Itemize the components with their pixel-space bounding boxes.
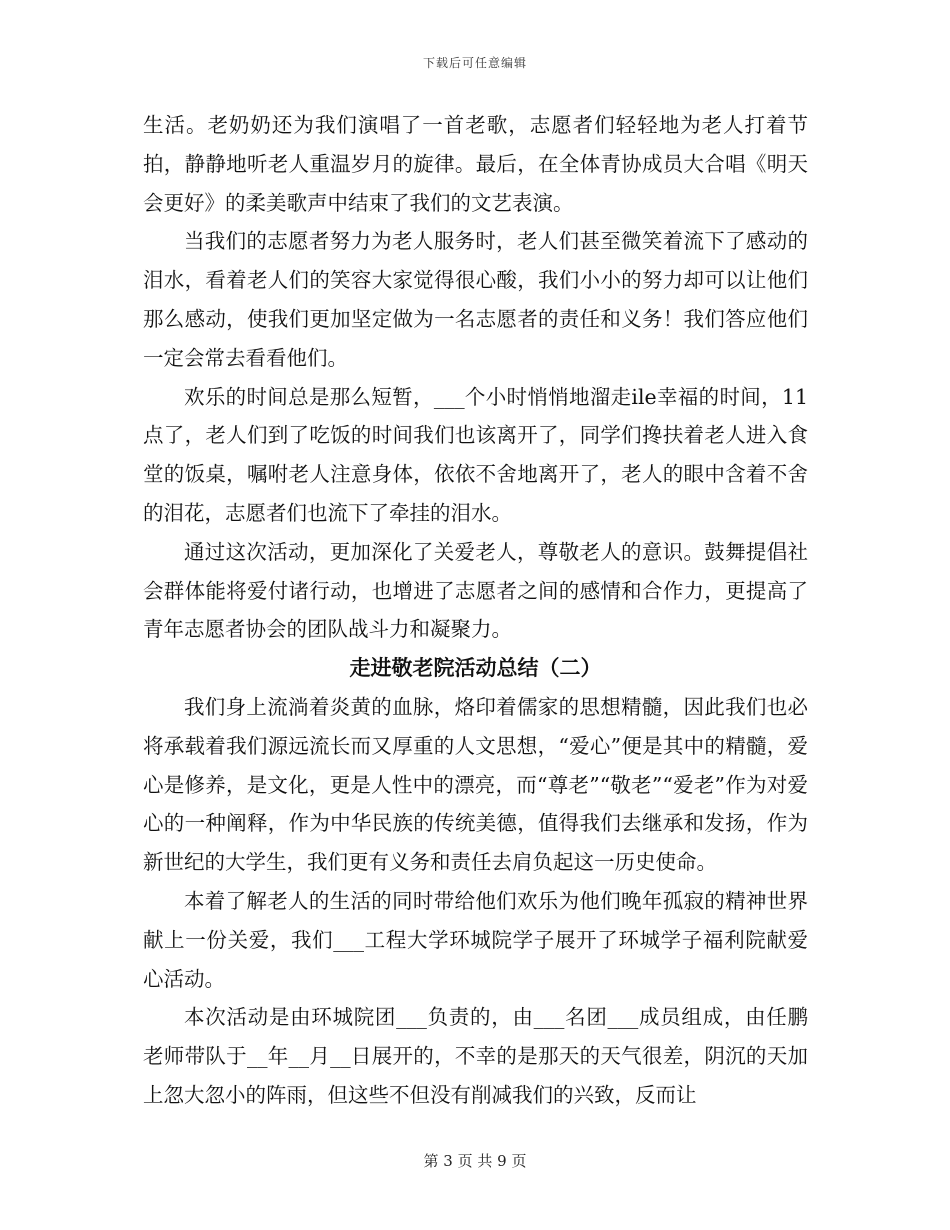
page-footer: 第 3 页 共 9 页 xyxy=(423,1152,527,1170)
paragraph: 当我们的志愿者努力为老人服务时，老人们甚至微笑着流下了感动的泪水，看着老人们的笑容大家觉得很心酸，我们小小的努力却可以让他们那么感动，使我们更加坚定做为一名志愿者的责任和义务！我们答应他们一定会常去看看他们。 xyxy=(143,229,808,370)
paragraph: 本次活动是由环城院团___负责的，由___名团___成员组成，由任鹏老师带队于__年__月__日展开的，不幸的是那天的天气很差，阴沉的天加上忽大忽小的阵雨，但这些不但没有削减我们的兴致，反而让 xyxy=(143,1005,808,1107)
paragraph: 欢乐的时间总是那么短暂，___个小时悄悄地溜走ile幸福的时间，11点了，老人们到了吃饭的时间我们也该离开了，同学们搀扶着老人进入食堂的饭桌，嘱咐老人注意身体，依依不舍地离开了，老人的眼中含着不舍的泪花，志愿者们也流下了牵挂的泪水。 xyxy=(143,384,808,525)
paragraph: 本着了解老人的生活的同时带给他们欢乐为他们晚年孤寂的精神世界献上一份关爱，我们___工程大学环城院学子展开了环城学子福利院献爱心活动。 xyxy=(143,888,808,991)
paragraph: 生活。老奶奶还为我们演唱了一首老歌，志愿者们轻轻地为老人打着节拍，静静地听老人重温岁月的旋律。最后，在全体青协成员大合唱《明天会更好》的柔美歌声中结束了我们的文艺表演。 xyxy=(143,113,808,215)
paragraph: 我们身上流淌着炎黄的血脉，烙印着儒家的思想精髓，因此我们也必将承载着我们源远流长而又厚重的人文思想，“爱心”便是其中的精髓，爱心是修养，是文化，更是人性中的漂亮，而“尊老”“敬老”“爱老”作为对爱心的一种阐释，作为中华民族的传统美德，值得我们去继承和发扬，作为新世纪的大学生，我们更有义务和责任去肩负起这一历史使命。 xyxy=(143,694,808,875)
section-title: 走进敬老院活动总结（二） xyxy=(349,655,602,681)
paragraph: 通过这次活动，更加深化了关爱老人，尊敬老人的意识。鼓舞提倡社会群体能将爱付诸行动，也增进了志愿者之间的感情和合作力，更提高了青年志愿者协会的团队战斗力和凝聚力。 xyxy=(143,539,808,642)
document-body xyxy=(143,106,808,1115)
page-header: 下载后可任意编辑 xyxy=(422,56,527,70)
